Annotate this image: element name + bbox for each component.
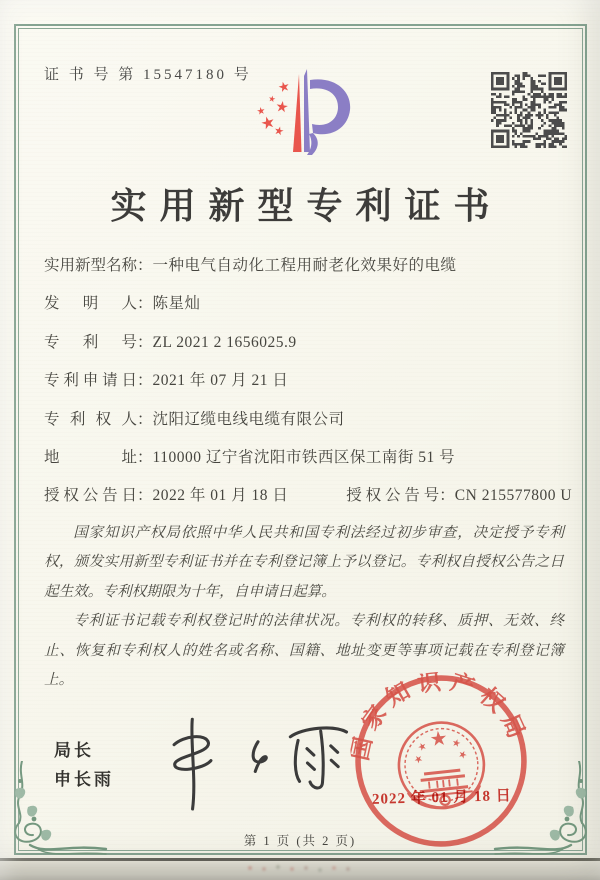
- field-colon: ：: [137, 257, 153, 274]
- field-colon: ：: [137, 448, 153, 466]
- paragraph-1: 国家知识产权局依照中华人民共和国专利法经过初步审查，决定授予专利权，颁发实用新型专利证书并在专利登记簿上予以登记。专利权自授权公告之日起生效。专利权期限为十年，自申请日起算。: [44, 525, 564, 600]
- seal-date: 2022 年 01 月 18 日: [371, 788, 512, 808]
- certificate-number: 证 书 号 第 15547180 号: [44, 67, 252, 83]
- field-label: 发明人: [44, 295, 137, 313]
- cnipa-logo-icon: [232, 60, 368, 166]
- photo-bottom-strip: [0, 861, 600, 880]
- field-label: 专利权人: [44, 410, 137, 428]
- field-list: [44, 247, 573, 516]
- field-row-inventor: [44, 285, 566, 323]
- field-label: 实用新型名称: [44, 257, 138, 274]
- ink-bleed-marks: [248, 866, 252, 870]
- field-value: 2022 年 01 月 18 日: [152, 487, 289, 505]
- qr-code: [491, 72, 567, 148]
- page-footer: 第 1 页 (共 2 页): [243, 834, 357, 848]
- director-name: 申长雨: [54, 770, 114, 789]
- certificate-title: 实用新型专利证书: [110, 186, 503, 226]
- field-label: 专利号: [44, 333, 137, 351]
- field-row-grant: [44, 477, 573, 515]
- director-block: [54, 736, 114, 794]
- field-value: 沈阳辽缆电线电缆有限公司: [152, 410, 345, 428]
- field-row-address: [44, 439, 566, 477]
- field-value: 一种电气自动化工程用耐老化效果好的电缆: [152, 257, 457, 274]
- paragraph-2: 专利证书记载专利权登记时的法律状况。专利权的转移、质押、无效、终止、恢复和专利权人的姓名或名称、国籍、地址变更等事项记载在专利登记簿上。: [44, 613, 564, 689]
- director-title: 局长: [54, 741, 94, 760]
- field-label: 地址: [44, 448, 137, 466]
- field-colon: ：: [137, 333, 153, 351]
- field-label: 专利申请日: [44, 372, 137, 390]
- field-grant-number: [346, 477, 572, 515]
- svg-text:国家知识产权局: [343, 663, 533, 765]
- field-label: 授权公告日: [44, 487, 137, 505]
- field-value: CN 215577800 U: [454, 487, 573, 505]
- field-grant-date: [44, 477, 288, 515]
- signature-handwriting-icon: [146, 704, 360, 819]
- field-value: 2021 年 07 月 21 日: [152, 372, 289, 390]
- official-seal-icon: [343, 663, 539, 859]
- field-colon: ：: [137, 487, 153, 505]
- field-value: ZL 2021 2 1656025.9: [152, 333, 297, 351]
- field-value: 陈星灿: [152, 295, 201, 313]
- field-label: 授权公告号: [346, 487, 440, 505]
- field-value: 110000 辽宁省沈阳市铁西区保工南街 51 号: [152, 448, 456, 466]
- field-colon: ：: [137, 410, 153, 428]
- field-row-patent-no: [44, 324, 566, 362]
- field-row-filing-date: [44, 362, 566, 400]
- field-row-name: [44, 247, 566, 285]
- field-colon: ：: [439, 487, 455, 505]
- seal-ring-text: 国家知识产权局: [347, 668, 532, 764]
- field-row-patentee: [44, 401, 566, 439]
- field-colon: ：: [137, 295, 153, 313]
- field-colon: ：: [137, 372, 153, 390]
